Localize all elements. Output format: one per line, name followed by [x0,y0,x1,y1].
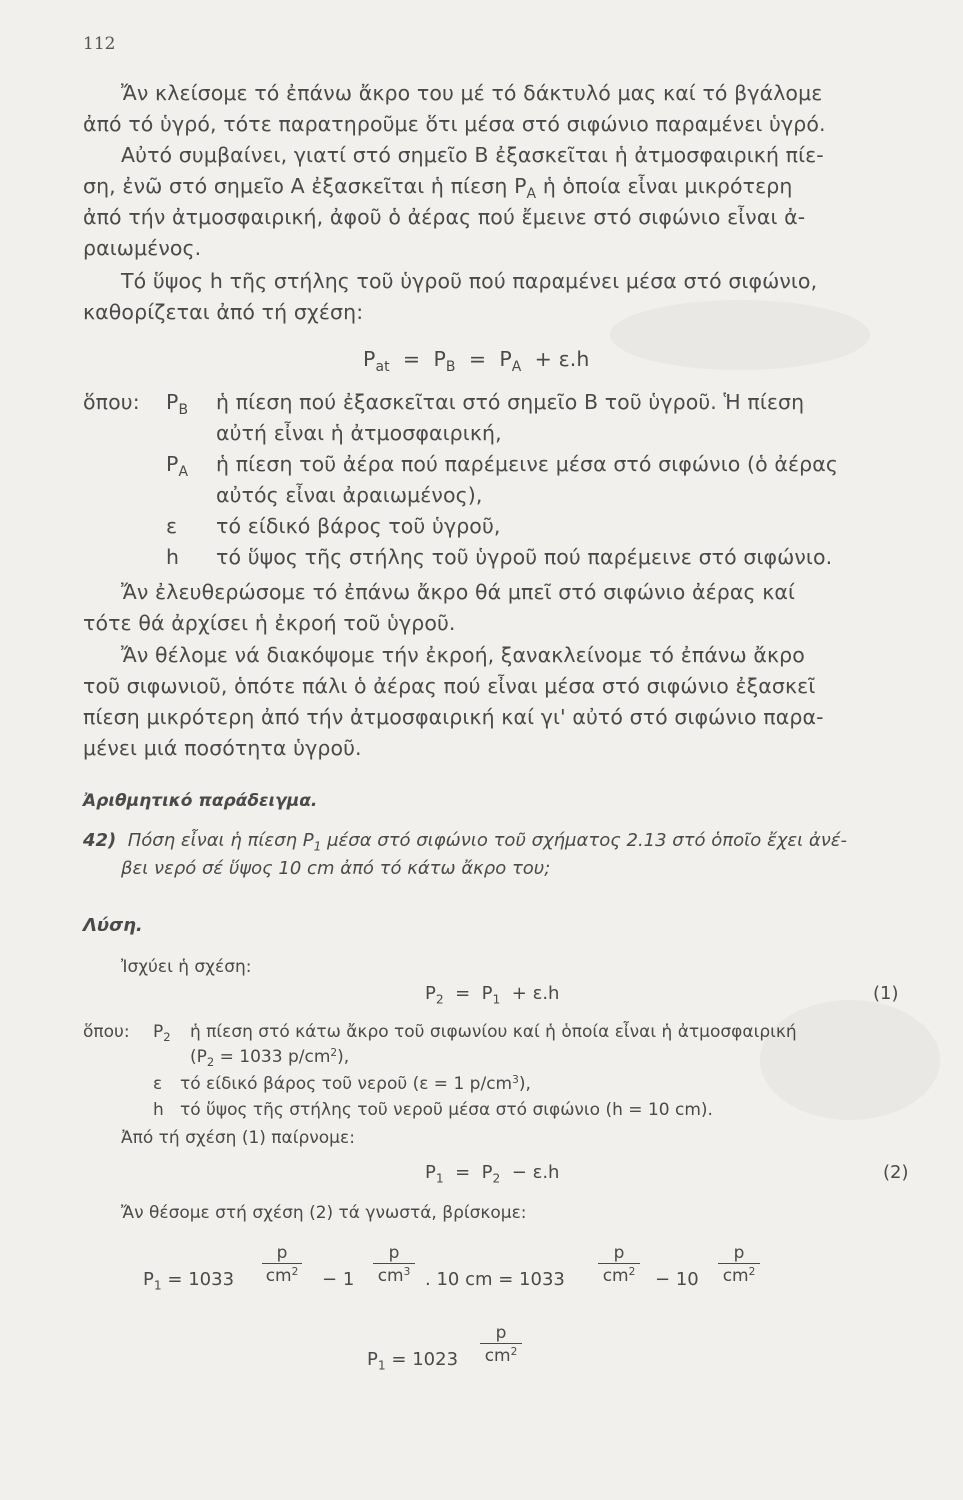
result-lhs: $P_1 = 1023$ [367,1349,459,1373]
equation-pressure-balance: $P_{at} = P_B = P_A + \varepsilon.h$ [363,347,590,375]
text-line: Ἄν ἐλευθερώσομε τό ἐπάνω ἄκρο θά μπεῖ στό σιφώνιο ἀέρας καί [121,580,796,604]
symbol-p2: $P_2$ [153,1022,171,1045]
where-label: ὅπου: [83,390,140,414]
text-line: Αὐτό συμβαίνει, γιατί στό σημεῖο Β ἐξασκεῖται ἡ ἀτμοσφαιρική πίε- [121,143,824,167]
symbol-pb: $P_B$ [166,390,189,418]
example-heading: Ἀριθμητικό παράδειγμα. [83,791,318,811]
text-line: πίεση μικρότερη ἀπό τήν ἀτμοσφαιρική καί γι' αὐτό στό σιφώνιο παρα- [83,705,824,729]
page-number: 112 [83,34,116,54]
problem-line: 42) Πόση εἶναι ἡ πίεση $P_1$ μέσα στό σιφώνιο τοῦ σχήματος 2.13 στό ὁποῖο ἔχει ἀνέ- [83,830,848,854]
symbol-h: h [166,545,180,569]
definition-text: τό είδικό βάρος τοῦ νεροῦ (ε = 1 $p/cm^3$), [180,1074,531,1094]
text-line: ση, ἐνῶ στό σημεῖο Α ἐξασκεῖται ἡ πίεση $P_A$ ἡ ὁποία εἶναι μικρότερη [83,174,793,202]
text-line: Ἄν θέλομε νά διακόψομε τήν ἐκροή, ξανακλείνομε τό ἐπάνω ἄκρο [121,643,805,667]
symbol-epsilon: ε [166,514,178,538]
where-label: ὅπου: [83,1022,130,1042]
solution-heading: Λύση. [83,915,143,936]
text-line: καθορίζεται ἀπό τή σχέση: [83,300,364,324]
problem-line: βει νερό σέ ὕψος 10 cm ἀπό τό κάτω ἄκρο του; [121,858,551,879]
fraction-p-cm2: p $cm^2$ [480,1323,522,1368]
text-line: Ἄν θέσομε στή σχέση (2) τά γνωστά, βρίσκομε: [121,1203,527,1223]
definition-text: ἡ πίεση πού ἐξασκεῖται στό σημεῖο Β τοῦ ὑγροῦ. Ἡ πίεση [216,390,805,414]
equation-2: $P_1 = P_2 - \varepsilon.h$ [425,1162,560,1186]
text-line: Ἰσχύει ἡ σχέση: [121,957,252,977]
calc-minus-one: − 1 [322,1269,355,1290]
equation-1: $P_2 = P_1 + \varepsilon.h$ [425,983,560,1007]
calc-middle: . 10 cm = 1033 [425,1269,565,1290]
definition-text: τό ὕψος τῆς στήλης τοῦ νεροῦ μέσα στό σιφώνιο (h = 10 cm). [180,1100,713,1120]
fraction-p-cm2: p $cm^2$ [598,1243,640,1288]
definition-text: ἡ πίεση στό κάτω ἄκρο τοῦ σιφωνίου καί ἡ ὁποία εἶναι ἡ ἀτμοσφαιρική [190,1022,797,1042]
calc-minus-ten: − 10 [655,1269,699,1290]
text-line: Ἄν κλείσομε τό ἐπάνω ἄκρο του μέ τό δάκτυλό μας καί τό βγάλομε [121,81,823,105]
equation-2-number: (2) [883,1162,909,1183]
definition-text: τό είδικό βάρος τοῦ ὑγροῦ, [216,514,501,538]
symbol-h: h [153,1100,164,1120]
text-line: μένει μιά ποσότητα ὑγροῦ. [83,736,362,760]
text-line: Τό ὕψος h τῆς στήλης τοῦ ὑγροῦ πού παραμένει μέσα στό σιφώνιο, [121,269,818,293]
fraction-p-cm2: p $cm^2$ [718,1243,760,1288]
text-line: ἀπό τήν ἀτμοσφαιρική, ἀφοῦ ὁ ἀέρας πού ἔμεινε στό σιφώνιο εἶναι ἀ- [83,205,806,229]
definition-text: ἡ πίεση τοῦ ἀέρα πού παρέμεινε μέσα στό σιφώνιο (ὁ ἀέρας [216,452,839,476]
text-line: τότε θά ἀρχίσει ἡ ἐκροή τοῦ ὑγροῦ. [83,611,456,635]
calc-lhs: $P_1 = 1033$ [143,1269,235,1293]
definition-text: αὐτή εἶναι ἡ ἀτμοσφαιρική, [216,421,502,445]
definition-text: ($P_2 = 1033$ $p/cm^2$), [190,1047,350,1070]
fraction-p-cm2: p $cm^2$ [262,1243,302,1288]
text-line: ραιωμένος. [83,236,202,260]
definition-text: τό ὕψος τῆς στήλης τοῦ ὑγροῦ πού παρέμεινε στό σιφώνιο. [216,545,833,569]
symbol-pa: $P_A$ [166,452,189,480]
definition-text: αὐτός εἶναι ἀραιωμένος), [216,483,483,507]
fraction-p-cm3: p $cm^3$ [373,1243,415,1288]
text-line: Ἀπό τή σχέση (1) παίρνομε: [121,1128,355,1148]
equation-1-number: (1) [873,983,899,1004]
symbol-epsilon: ε [153,1074,163,1094]
text-line: ἀπό τό ὑγρό, τότε παρατηροῦμε ὅτι μέσα στό σιφώνιο παραμένει ὑγρό. [83,112,826,136]
text-line: τοῦ σιφωνιοῦ, ὁπότε πάλι ὁ ἀέρας πού εἶναι μέσα στό σιφώνιο ἐξασκεῖ [83,674,816,698]
